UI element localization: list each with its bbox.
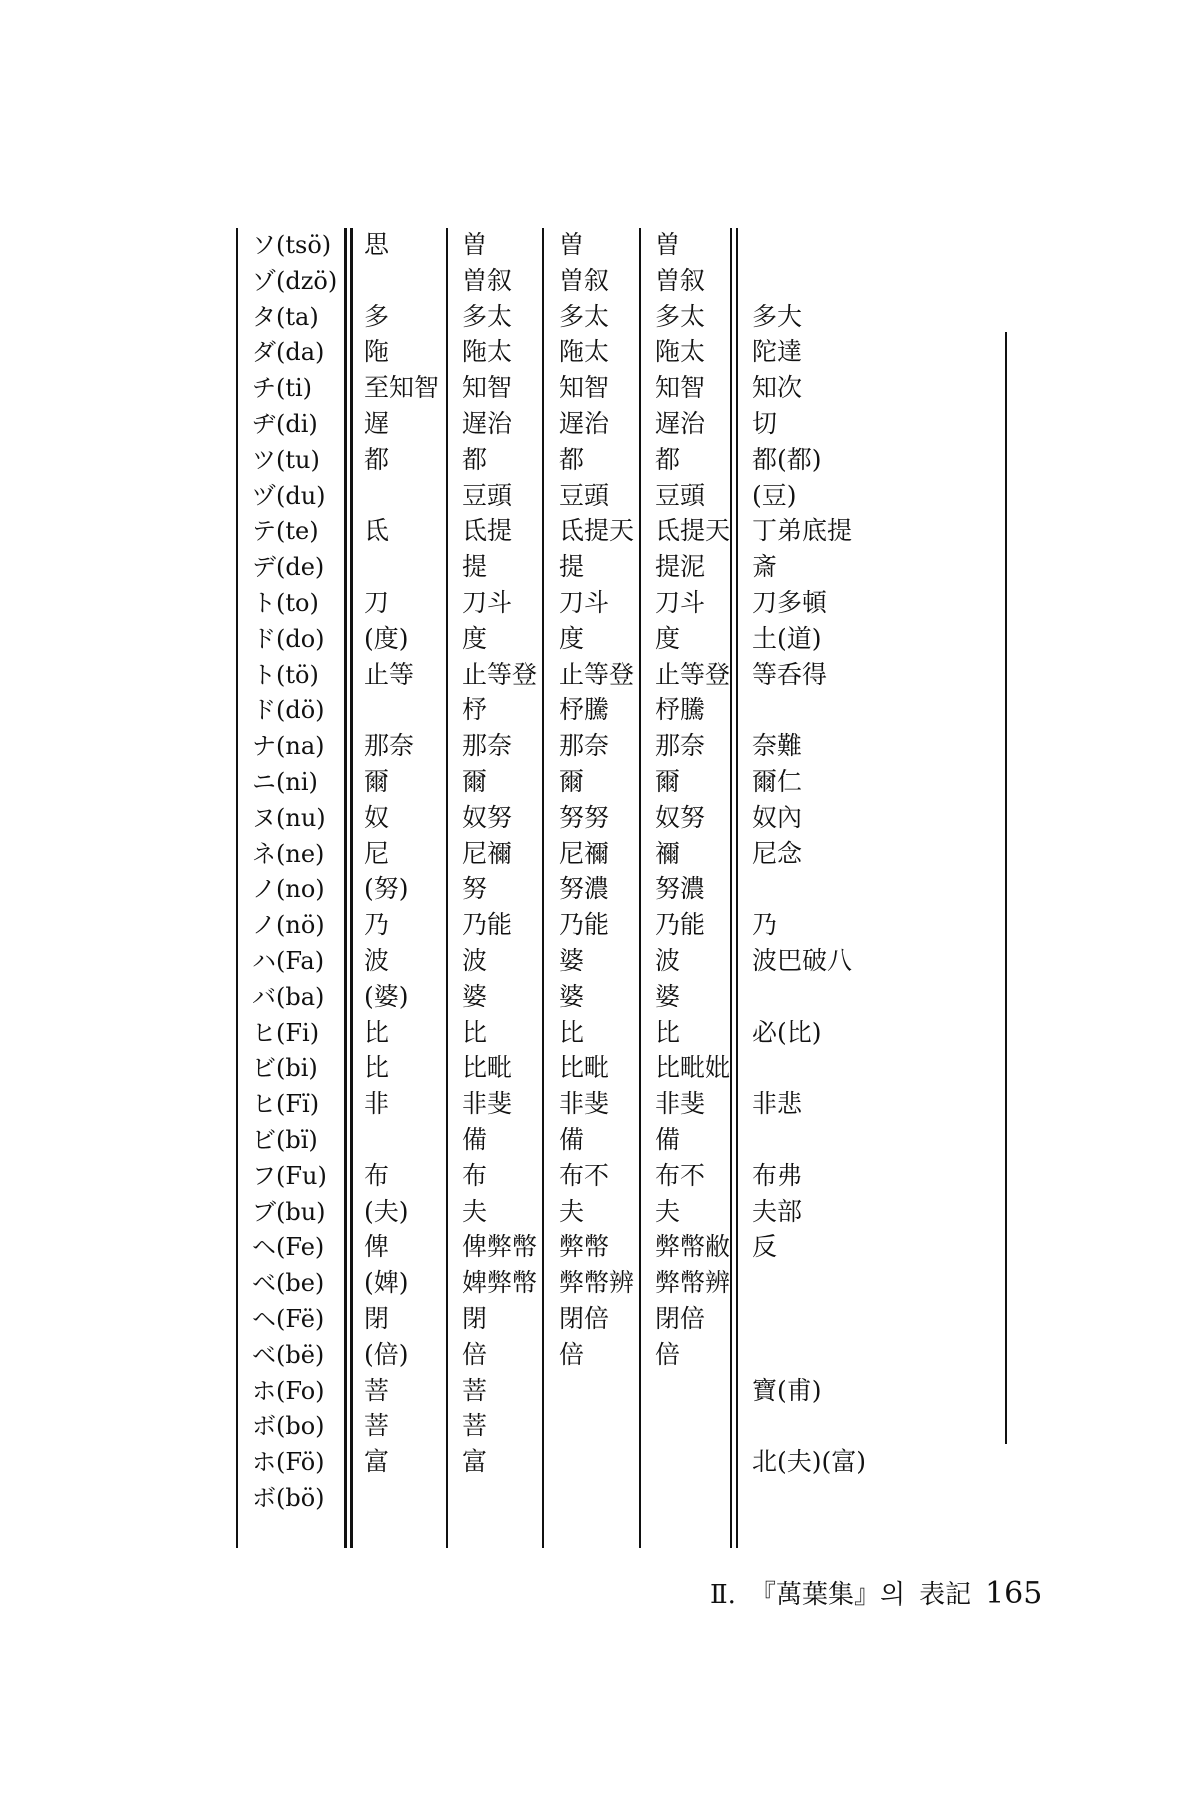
col-5-graph: 刀多頓: [752, 588, 828, 617]
col-2-graph: 波: [462, 946, 488, 975]
col-5-graph: 都(都): [752, 444, 822, 474]
kana-syllable: ベ(bë): [252, 1340, 325, 1369]
kana-syllable: ニ(ni): [252, 768, 318, 796]
col-4-graph: 豆頭: [655, 480, 706, 510]
col-4-graph: 比: [655, 1017, 681, 1047]
col-4-graph: 禰: [655, 838, 681, 868]
kana-syllable: デ(de): [252, 553, 325, 582]
col-2-graph: 遅治: [462, 409, 513, 438]
kana-syllable: ヒ(Fï): [252, 1090, 320, 1119]
col-2-graph: 尼禰: [462, 838, 513, 868]
col-5-graph: 奈難: [752, 731, 803, 761]
col-2-graph: 布: [462, 1160, 488, 1190]
col-3-graph: 備: [559, 1125, 585, 1154]
col-2-graph: 多太: [462, 301, 513, 331]
col-1-graph: 非: [364, 1089, 390, 1119]
col-4-graph: 杼騰: [655, 695, 706, 725]
col-3-graph: 閉倍: [559, 1304, 610, 1333]
col-2-graph: 夫: [462, 1196, 488, 1226]
col-3-graph: 婆: [559, 946, 585, 975]
kana-syllable: ハ(Fa): [252, 947, 325, 975]
col-1-graph: (夫): [364, 1196, 409, 1226]
col-3-graph: 曽: [559, 230, 585, 259]
col-4-graph: 布不: [655, 1160, 706, 1190]
kana-syllable: ダ(da): [252, 338, 325, 367]
col-2-graph: 奴努: [462, 802, 513, 832]
col-3-graph: 豆頭: [559, 480, 610, 510]
col-5-graph: 必(比): [752, 1017, 822, 1047]
col-4-graph: 閉倍: [655, 1304, 706, 1333]
col-5-graph: 多大: [752, 301, 803, 331]
kana-syllable: ド(do): [252, 624, 325, 653]
col-3-graph: 比毗: [559, 1053, 610, 1083]
col-2-graph: 曽叙: [462, 265, 513, 295]
col-3-graph: 止等登: [559, 659, 635, 689]
col-1-graph: 菩: [364, 1411, 390, 1441]
kana-syllable: ボ(bö): [252, 1484, 325, 1512]
col-1-graph: 那奈: [364, 731, 415, 761]
col-3-graph: 婆: [559, 981, 585, 1011]
kana-syllable: ボ(bo): [252, 1412, 325, 1441]
col-5-graph: 知次: [752, 373, 803, 403]
col-2-graph: 菩: [462, 1411, 488, 1441]
kana-syllable: バ(ba): [252, 982, 325, 1011]
col-2-graph: 婆: [462, 981, 488, 1011]
col-5-graph: 乃: [752, 910, 778, 940]
col-2-graph: 備: [462, 1125, 488, 1154]
col-1-graph: 波: [364, 946, 390, 975]
footer-word: 表記: [919, 1580, 972, 1610]
column-rule: [446, 228, 448, 1548]
col-5-graph: 爾仁: [752, 767, 803, 796]
col-3-graph: 倍: [559, 1339, 585, 1369]
col-1-graph: 刀: [364, 588, 390, 617]
col-1-graph: 富: [364, 1447, 390, 1477]
col-2-graph: 婢弊幣: [462, 1268, 538, 1298]
col-3-graph: 努濃: [559, 874, 610, 904]
col-2-graph: 知智: [462, 373, 513, 403]
col-5-graph: (豆): [752, 480, 797, 510]
col-4-graph: 那奈: [655, 731, 706, 761]
column-rule: [542, 228, 544, 1548]
kana-syllable: ヂ(di): [252, 410, 318, 438]
col-5-graph: 陀達: [752, 337, 803, 367]
kana-syllable: ホ(Fo): [252, 1376, 325, 1405]
kana-syllable: タ(ta): [252, 302, 319, 331]
col-4-graph: 曽: [655, 230, 681, 259]
col-5-graph: 等呑得: [752, 659, 828, 689]
col-2-graph: 陁太: [462, 337, 513, 367]
col-4-graph: 陁太: [655, 337, 706, 367]
col-1-graph: (婆): [364, 981, 409, 1011]
col-3-graph: 多太: [559, 301, 610, 331]
col-3-graph: 曽叙: [559, 265, 610, 295]
column-rule: [350, 228, 353, 1548]
col-3-graph: 刀斗: [559, 588, 610, 617]
col-4-graph: 奴努: [655, 802, 706, 832]
col-4-graph: 曽叙: [655, 265, 706, 295]
kana-syllable: ヘ(Fe): [252, 1233, 325, 1262]
kana-syllable: ホ(Fö): [252, 1448, 325, 1477]
col-3-graph: 知智: [559, 373, 610, 403]
col-2-graph: 止等登: [462, 659, 538, 689]
col-1-graph: 思: [364, 230, 390, 259]
col-4-graph: 夫: [655, 1196, 681, 1226]
col-3-graph: 布不: [559, 1160, 610, 1190]
running-footer: [710, 1574, 1043, 1614]
kana-syllable: ゾ(dzö): [252, 266, 338, 295]
col-1-graph: (倍): [364, 1339, 409, 1369]
col-1-graph: 陁: [364, 337, 390, 367]
col-1-graph: 奴: [364, 802, 390, 832]
col-1-graph: 至知智: [364, 373, 440, 403]
col-1-graph: 尼: [364, 838, 390, 868]
man-yogana-table: [236, 228, 1006, 1558]
col-3-graph: 遅治: [559, 409, 610, 438]
footer-title: 『萬葉集』의: [749, 1580, 906, 1610]
kana-syllable: ノ(no): [252, 875, 325, 904]
col-4-graph: 努濃: [655, 874, 706, 904]
col-4-graph: 多太: [655, 301, 706, 331]
col-4-graph: 婆: [655, 981, 681, 1011]
kana-syllable: ソ(tsö): [252, 231, 332, 259]
kana-syllable: ド(dö): [252, 696, 325, 725]
kana-syllable: ビ(bï): [252, 1126, 318, 1154]
col-2-graph: 比: [462, 1017, 488, 1047]
col-3-graph: 都: [559, 444, 585, 474]
kana-syllable: ヅ(du): [252, 481, 326, 510]
kana-syllable: ト(tö): [252, 660, 319, 689]
col-4-graph: 爾: [655, 767, 681, 796]
col-3-graph: 那奈: [559, 731, 610, 761]
col-4-graph: 倍: [655, 1339, 681, 1369]
kana-syllable: ト(to): [252, 589, 319, 617]
column-rule: [344, 228, 347, 1548]
col-2-graph: 倍: [462, 1339, 488, 1369]
col-3-graph: 弊幣辨: [559, 1268, 635, 1298]
col-3-graph: 陁太: [559, 337, 610, 367]
col-2-graph: 曽: [462, 230, 488, 259]
kana-syllable: ヘ(Fë): [252, 1305, 325, 1333]
col-1-graph: 菩: [364, 1375, 390, 1405]
col-1-graph: (婢): [364, 1268, 409, 1298]
col-1-graph: 都: [364, 444, 390, 474]
col-4-graph: 氐提天: [655, 516, 731, 546]
col-4-graph: 波: [655, 946, 681, 975]
col-3-graph: 比: [559, 1017, 585, 1047]
col-1-graph: 多: [364, 301, 390, 331]
column-rule: [736, 228, 738, 1548]
kana-syllable: ブ(bu): [252, 1197, 326, 1226]
col-5-graph: 布弗: [752, 1160, 803, 1190]
col-3-graph: 提: [559, 552, 585, 582]
column-rule: [236, 228, 238, 1548]
col-2-graph: 比毗: [462, 1053, 513, 1083]
column-rule: [730, 228, 732, 1548]
col-4-graph: 弊幣敝: [655, 1232, 731, 1262]
col-5-graph: 丁弟底提: [752, 516, 853, 546]
column-rule: [639, 228, 641, 1548]
kana-syllable: テ(te): [252, 517, 319, 546]
col-1-graph: 布: [364, 1160, 390, 1190]
col-4-graph: 都: [655, 444, 681, 474]
col-3-graph: 度: [559, 623, 585, 653]
col-1-graph: 比: [364, 1017, 390, 1047]
col-1-graph: (度): [364, 623, 409, 653]
col-2-graph: 俾弊幣: [462, 1232, 538, 1262]
col-2-graph: 乃能: [462, 910, 513, 940]
kana-syllable: ベ(be): [252, 1269, 325, 1298]
kana-syllable: ヌ(nu): [252, 803, 326, 832]
kana-syllable: ネ(ne): [252, 839, 325, 868]
col-3-graph: 乃能: [559, 910, 610, 940]
col-5-graph: 夫部: [752, 1196, 803, 1226]
kana-syllable: フ(Fu): [252, 1161, 327, 1190]
col-1-graph: 乃: [364, 910, 390, 940]
col-2-graph: 氐提: [462, 516, 513, 546]
col-5-graph: 北(夫)(富): [752, 1447, 867, 1477]
col-3-graph: 氐提天: [559, 516, 635, 546]
col-5-graph: 尼念: [752, 838, 803, 868]
col-4-graph: 刀斗: [655, 588, 706, 617]
col-1-graph: 閉: [364, 1304, 390, 1333]
col-3-graph: 夫: [559, 1196, 585, 1226]
col-4-graph: 備: [655, 1125, 681, 1154]
col-1-graph: 比: [364, 1053, 390, 1083]
col-5-graph: 波巴破八: [752, 946, 853, 975]
col-1-graph: 氐: [364, 516, 390, 546]
col-1-graph: 遅: [364, 409, 390, 438]
col-4-graph: 提泥: [655, 552, 706, 582]
col-2-graph: 非斐: [462, 1089, 513, 1119]
col-5-graph: 斎: [752, 552, 778, 582]
col-2-graph: 杼: [462, 695, 488, 725]
col-2-graph: 那奈: [462, 731, 513, 761]
col-1-graph: (努): [364, 874, 409, 904]
col-5-graph: 反: [752, 1232, 778, 1262]
kana-syllable: ビ(bi): [252, 1054, 318, 1083]
kana-syllable: ノ(nö): [252, 911, 325, 940]
col-2-graph: 都: [462, 444, 488, 474]
col-2-graph: 度: [462, 623, 488, 653]
col-3-graph: 弊幣: [559, 1232, 610, 1262]
col-3-graph: 爾: [559, 767, 585, 796]
footer-section-number: Ⅱ.: [710, 1580, 736, 1610]
col-4-graph: 知智: [655, 373, 706, 403]
col-2-graph: 爾: [462, 767, 488, 796]
kana-syllable: ツ(tu): [252, 445, 320, 474]
col-4-graph: 比毗妣: [655, 1053, 731, 1083]
col-1-graph: 俾: [364, 1232, 390, 1262]
col-2-graph: 閉: [462, 1304, 488, 1333]
col-1-graph: 爾: [364, 767, 390, 796]
col-4-graph: 度: [655, 623, 681, 653]
col-2-graph: 菩: [462, 1375, 488, 1405]
col-5-graph: 寶(甫): [752, 1375, 822, 1405]
col-2-graph: 富: [462, 1447, 488, 1477]
col-3-graph: 杼騰: [559, 695, 610, 725]
col-5-graph: 非悲: [752, 1089, 803, 1119]
col-3-graph: 尼禰: [559, 838, 610, 868]
col-4-graph: 遅治: [655, 409, 706, 438]
kana-syllable: ナ(na): [252, 732, 325, 761]
col-4-graph: 止等登: [655, 659, 731, 689]
col-3-graph: 努努: [559, 802, 610, 832]
column-rule: [1005, 332, 1007, 1444]
page-number: 165: [985, 1576, 1043, 1611]
col-2-graph: 刀斗: [462, 588, 513, 617]
col-4-graph: 非斐: [655, 1089, 706, 1119]
col-4-graph: 乃能: [655, 910, 706, 940]
col-5-graph: 奴內: [752, 802, 803, 832]
col-1-graph: 止等: [364, 659, 415, 689]
kana-syllable: ヒ(Fi): [252, 1018, 320, 1047]
col-4-graph: 弊幣辨: [655, 1268, 731, 1298]
col-2-graph: 努: [462, 874, 488, 904]
col-3-graph: 非斐: [559, 1089, 610, 1119]
col-5-graph: 土(道): [752, 623, 822, 653]
kana-syllable: チ(ti): [252, 374, 313, 403]
col-5-graph: 切: [752, 409, 778, 438]
col-2-graph: 豆頭: [462, 480, 513, 510]
col-2-graph: 提: [462, 552, 488, 582]
